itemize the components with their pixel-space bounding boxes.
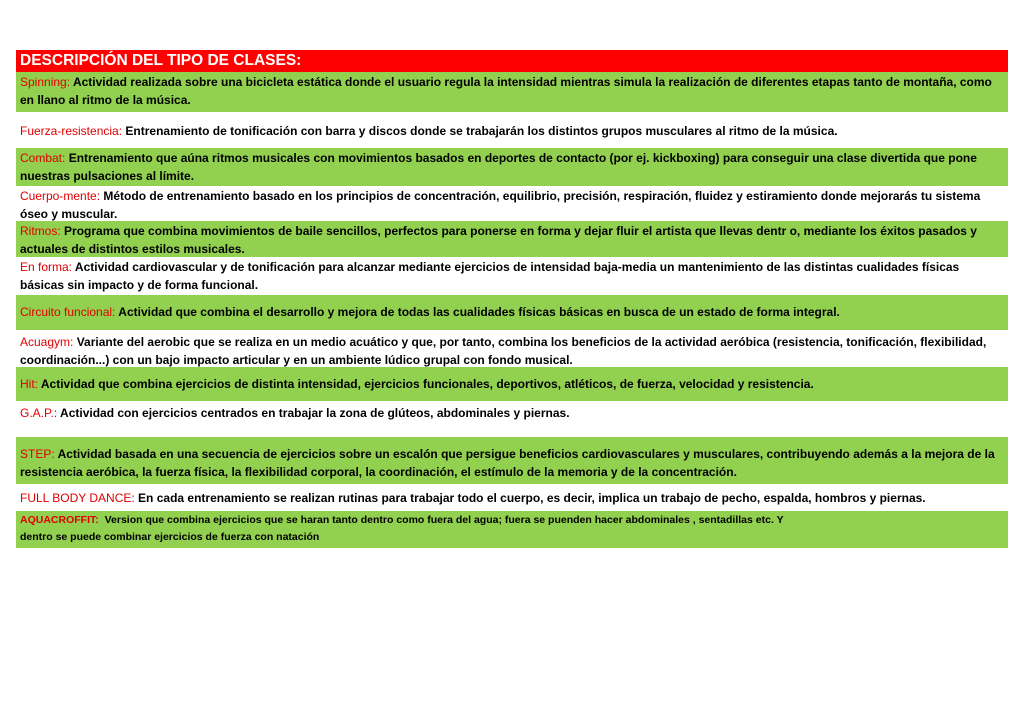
class-name: En forma:	[20, 260, 73, 274]
class-descriptions-table	[16, 50, 1008, 548]
class-row-aquacroffit	[16, 511, 1008, 548]
class-row-ritmos	[16, 221, 1008, 257]
class-description-continued: dentro se puede combinar ejercicios de fuerza con natación	[20, 531, 320, 543]
class-description: Actividad realizada sobre una bicicleta estática donde el usuario regula la intensidad mientras simula la realización de diferentes etapas tanto de montaña, como en llano al ritmo de la música.	[20, 75, 992, 107]
class-name: Spinning:	[20, 75, 71, 89]
class-name: G.A.P.:	[20, 406, 58, 420]
class-name: Hit:	[20, 377, 38, 391]
class-name: Circuito funcional:	[20, 305, 116, 319]
class-name: STEP:	[20, 447, 55, 461]
class-name: Ritmos:	[20, 224, 61, 238]
class-description: Variante del aerobic que se realiza en un medio acuático y que, por tanto, combina los beneficios de la actividad aeróbica (resistencia, tonificación, flexibilidad, coordinación...) con un bajo impacto articular y en un ambiente lúdico grupal con fondo musical.	[20, 335, 987, 367]
class-row-step	[16, 437, 1008, 484]
class-row-fuerza-resistencia	[16, 112, 1008, 148]
class-row-en-forma	[16, 257, 1008, 295]
class-row-cuerpo-mente	[16, 186, 1008, 221]
class-description: Método de entrenamiento basado en los principios de concentración, equilibrio, precisión, respiración, fluidez y estiramiento donde mejorarás tu sistema óseo y muscular.	[20, 189, 981, 221]
class-row-full-body-dance	[16, 484, 1008, 511]
class-description: Actividad con ejercicios centrados en trabajar la zona de glúteos, abdominales y piernas.	[60, 406, 570, 420]
class-description: Entrenamiento de tonificación con barra y discos donde se trabajarán los distintos grupos musculares al ritmo de la música.	[125, 124, 838, 138]
class-row-spinning	[16, 72, 1008, 112]
class-name: AQUACROFFIT:	[20, 514, 99, 526]
table-header: DESCRIPCIÓN DEL TIPO DE CLASES:	[16, 50, 1008, 72]
class-row-acuagym	[16, 330, 1008, 367]
class-description: En cada entrenamiento se realizan rutinas para trabajar todo el cuerpo, es decir, implica un trabajo de pecho, espalda, hombros y piernas.	[138, 491, 926, 505]
class-description: Version que combina ejercicios que se haran tanto dentro como fuera del agua; fuera se puenden hacer abdominales , sentadillas etc. Y	[104, 514, 784, 526]
class-row-circuito-funcional	[16, 295, 1008, 330]
class-description: Programa que combina movimientos de baile sencillos, perfectos para ponerse en forma y dejar fluir el artista que llevas dentr o, mediante los éxitos pasados y actuales de distintos estilos musicales.	[20, 224, 977, 256]
class-row-gap	[16, 401, 1008, 437]
class-description: Actividad cardiovascular y de tonificación para alcanzar mediante ejercicios de intensidad baja-media un mantenimiento de las distintas cualidades físicas básicas sin impacto y de forma funcional.	[20, 260, 960, 292]
class-description: Actividad basada en una secuencia de ejercicios sobre un escalón que persigue beneficios cardiovasculares y musculares, contribuyendo además a la mejora de la resistencia aeróbica, la fuerza física, la flexibilidad corporal, la coordinación, el estímulo de la memoria y de la concentración.	[20, 447, 995, 479]
class-row-hit	[16, 367, 1008, 401]
class-name: Combat:	[20, 151, 66, 165]
class-description: Entrenamiento que aúna ritmos musicales con movimientos basados en deportes de contacto (por ej. kickboxing) para conseguir una clase divertida que pone nuestras pulsaciones al límite.	[20, 151, 977, 183]
class-name: Fuerza-resistencia:	[20, 124, 123, 138]
class-description: Actividad que combina ejercicios de distinta intensidad, ejercicios funcionales, deportivos, atléticos, de fuerza, velocidad y resistencia.	[40, 377, 814, 391]
class-name: FULL BODY DANCE:	[20, 491, 135, 505]
class-row-combat	[16, 148, 1008, 186]
class-description: Actividad que combina el desarrollo y mejora de todas las cualidades físicas básicas en busca de un estado de forma integral.	[118, 305, 840, 319]
class-name: Cuerpo-mente:	[20, 189, 101, 203]
class-name: Acuagym:	[20, 335, 74, 349]
